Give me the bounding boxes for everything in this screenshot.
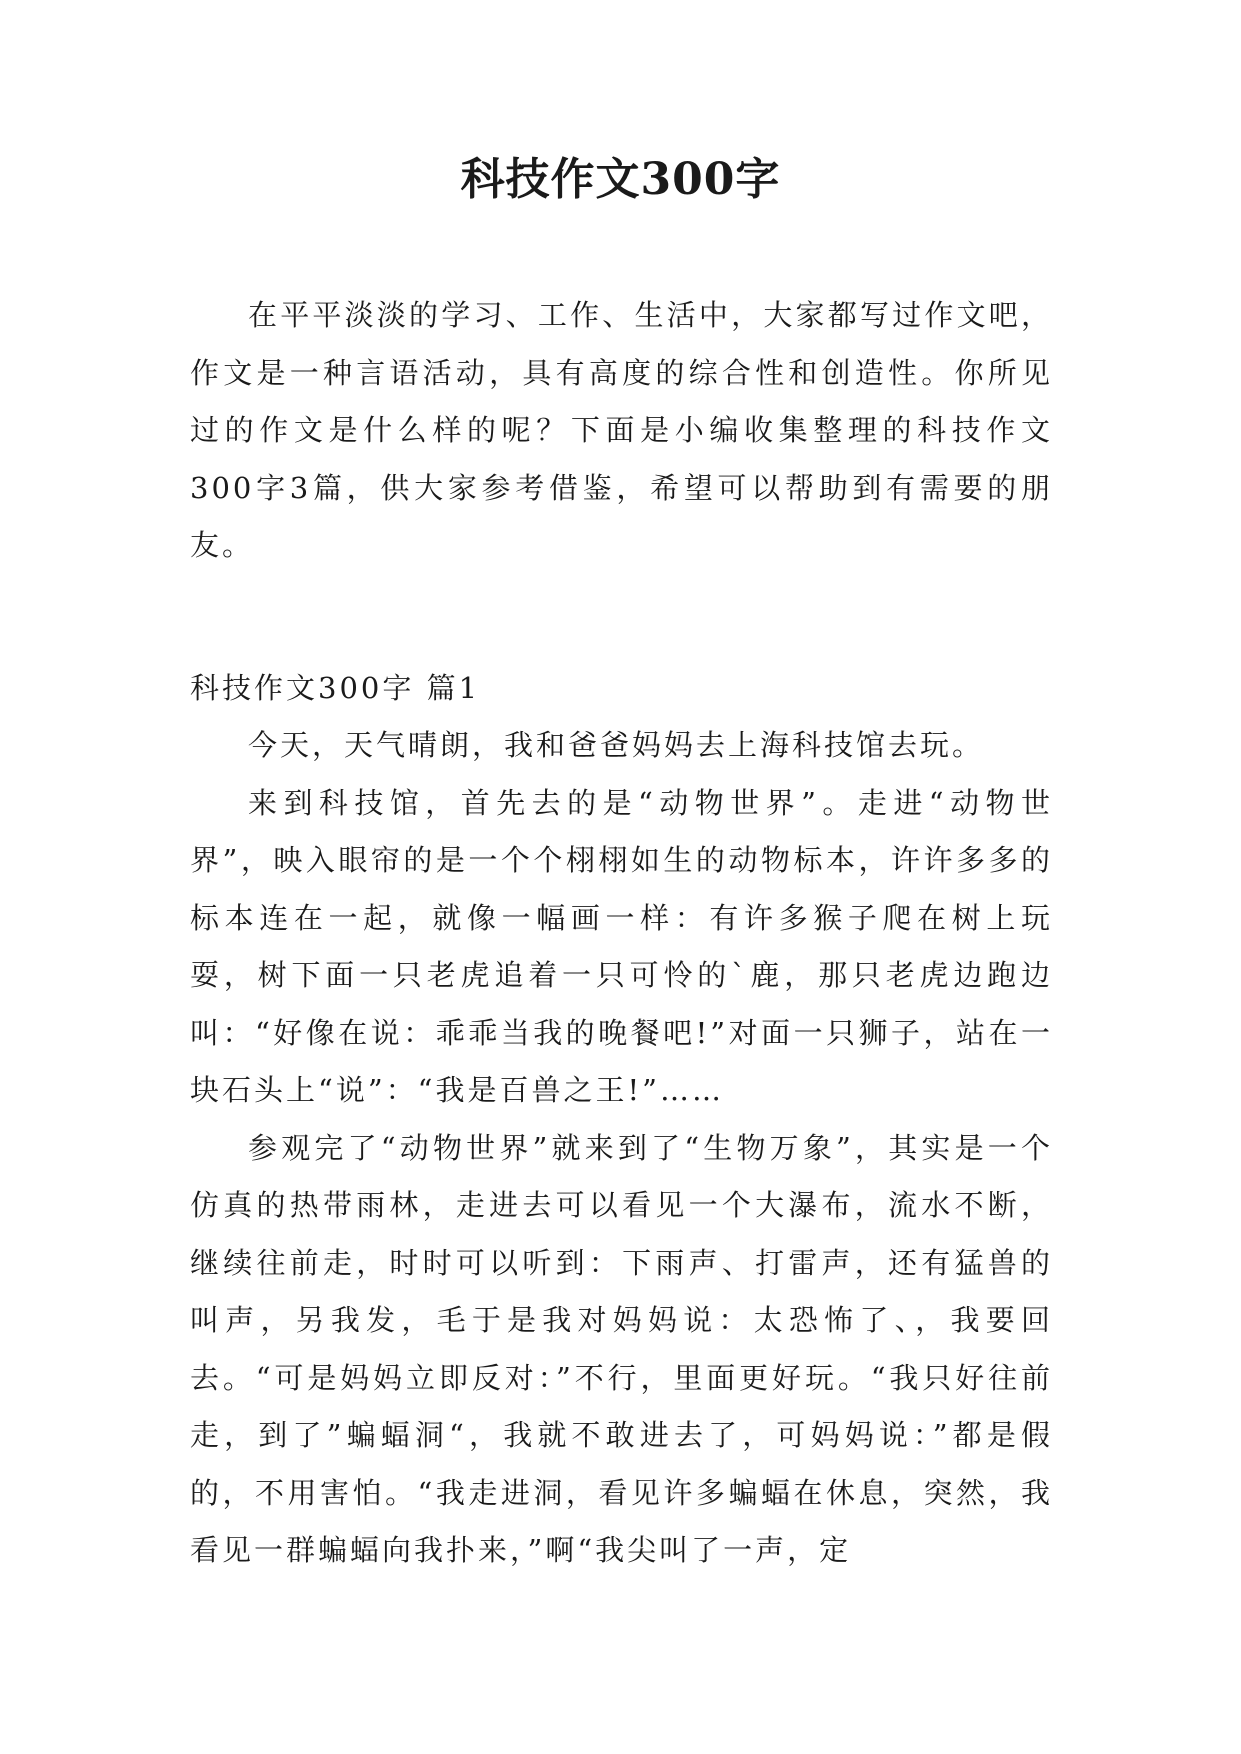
body-paragraph: 来到科技馆，首先去的是“动物世界”。走进“动物世界”，映入眼帘的是一个个栩栩如生的动物标本，许许多多的标本连在一起，就像一幅画一样：有许多猴子爬在树上玩耍，树下面一只老虎追着一只可怜的`鹿，那只老虎边跑边叫：“好像在说：乖乖当我的晚餐吧!”对面一只狮子，站在一块石头上“说”：“我是百兽之王!”……	[190, 785, 1053, 1107]
body-paragraph: 今天，天气晴朗，我和爸爸妈妈去上海科技馆去玩。	[248, 728, 985, 762]
document-title: 科技作文300字	[460, 154, 781, 205]
section-heading: 科技作文300字 篇1	[190, 670, 481, 705]
body-paragraph: 参观完了“动物世界”就来到了“生物万象”，其实是一个仿真的热带雨林，走进去可以看见一个大瀑布，流水不断，继续往前走，时时可以听到：下雨声、打雷声，还有猛兽的叫声，另我发，毛于是我对妈妈说：太恐怖了、，我要回去。“可是妈妈立即反对：”不行，里面更好玩。“我只好往前走，到了”蝙蝠洞“，我就不敢进去了，可妈妈说：”都是假的，不用害怕。“我走进洞，看见许多蝙蝠在休息，突然，我看见一群蝙蝠向我扑来，”啊“我尖叫了一声，定	[190, 1130, 1053, 1567]
intro-paragraph: 在平平淡淡的学习、工作、生活中，大家都写过作文吧，作文是一种言语活动，具有高度的综合性和创造性。你所见过的作文是什么样的呢？下面是小编收集整理的科技作文300字3篇，供大家参考借鉴，希望可以帮助到有需要的朋友。	[190, 298, 1053, 562]
document-body	[190, 287, 1053, 1580]
